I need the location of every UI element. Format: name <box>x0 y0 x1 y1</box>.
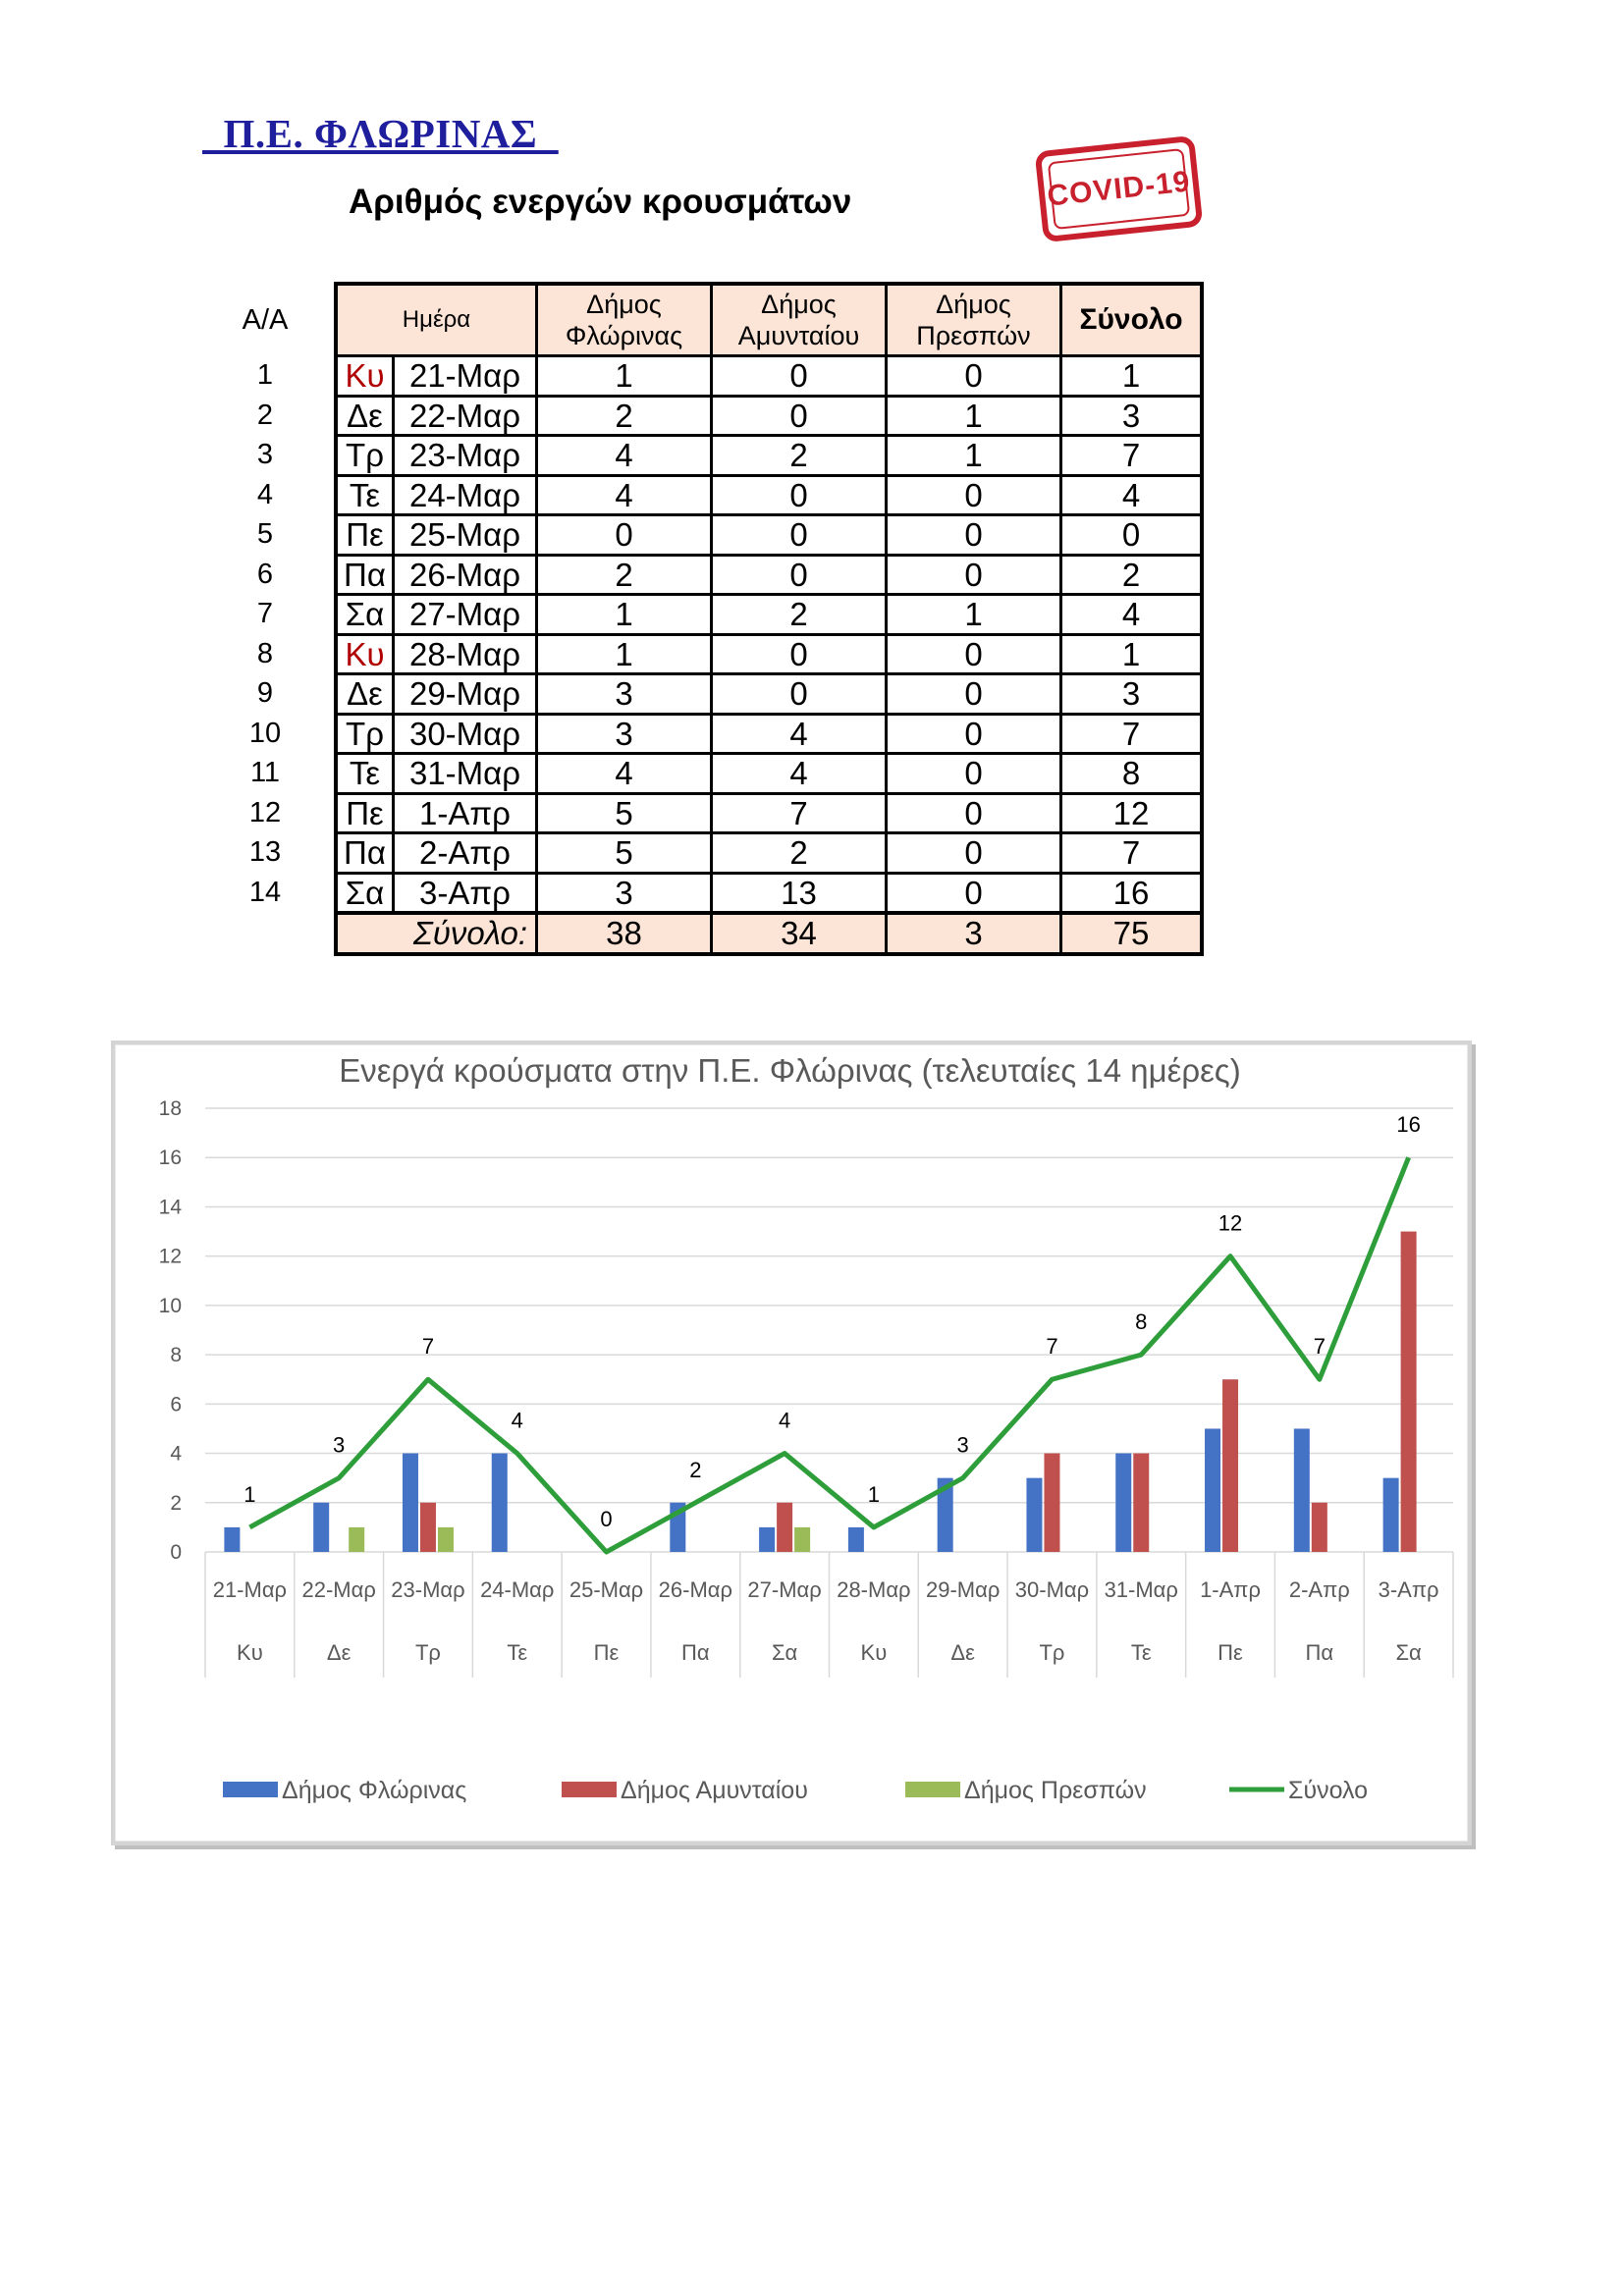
aa-header: Α/Α <box>242 304 289 336</box>
data-label: 0 <box>600 1507 613 1531</box>
total-cell: 1 <box>1061 356 1203 397</box>
amyntaio-cell: 2 <box>712 833 887 874</box>
col-header-amyntaio <box>712 284 887 356</box>
florina-cell: 3 <box>537 674 712 715</box>
prespes-cell: 0 <box>887 793 1061 833</box>
day-cell: Πα <box>336 833 394 874</box>
y-tick-label: 10 <box>158 1294 182 1317</box>
table-row <box>336 873 1202 913</box>
data-label: 12 <box>1218 1210 1243 1236</box>
day-cell: Σα <box>336 873 394 913</box>
col-header-florina-line2: Φλώρινας <box>565 321 683 350</box>
prespes-cell: 0 <box>887 515 1061 556</box>
y-tick-label: 6 <box>170 1393 182 1416</box>
y-tick-label: 2 <box>170 1491 182 1515</box>
x-tick-label: 23-Μαρ <box>391 1577 465 1602</box>
table-body <box>336 356 1202 914</box>
table-header-row <box>336 284 1202 356</box>
day-cell: Πα <box>336 555 394 595</box>
x-tick-label: 30-Μαρ <box>1014 1577 1090 1602</box>
total-cell: 7 <box>1061 833 1203 874</box>
footer-label: Σύνολο: <box>336 913 537 954</box>
x-tick-label: 28-Μαρ <box>837 1577 911 1602</box>
footer-florina: 38 <box>537 913 712 954</box>
aa-number: 3 <box>256 439 274 470</box>
florina-cell: 1 <box>537 634 712 674</box>
aa-column <box>236 285 295 912</box>
x-subcategory-label: Σα <box>1395 1640 1422 1665</box>
bar <box>349 1527 364 1552</box>
y-tick-label: 18 <box>158 1097 182 1120</box>
date-cell: 2-Απρ <box>394 833 537 874</box>
data-label: 3 <box>956 1432 969 1458</box>
data-label: 1 <box>867 1481 881 1507</box>
bar <box>1115 1454 1131 1552</box>
data-label: 7 <box>1046 1334 1058 1360</box>
legend-label: Σύνολο <box>1288 1777 1369 1804</box>
amyntaio-cell: 0 <box>712 475 887 515</box>
florina-cell: 3 <box>537 873 712 913</box>
x-subcategory-label: Τρ <box>1039 1640 1065 1665</box>
date-cell: 3-Απρ <box>394 873 537 913</box>
amyntaio-cell: 7 <box>712 793 887 833</box>
prespes-cell: 0 <box>887 674 1061 715</box>
x-tick-label: 26-Μαρ <box>658 1577 733 1602</box>
total-cell: 3 <box>1061 396 1203 436</box>
x-subcategory-label: Δε <box>950 1640 975 1665</box>
chart-title: Ενεργά κρούσματα στην Π.Ε. Φλώρινας (τελευταίες 14 ημέρες) <box>339 1052 1241 1089</box>
x-tick-label: 27-Μαρ <box>747 1577 822 1602</box>
bar <box>403 1454 418 1552</box>
legend-swatch <box>223 1782 278 1797</box>
total-cell: 12 <box>1061 793 1203 833</box>
x-subcategory-label: Τε <box>1130 1640 1152 1665</box>
x-tick-label: 1-Απρ <box>1200 1577 1262 1602</box>
x-subcategory-label: Τρ <box>414 1640 441 1665</box>
total-cell: 0 <box>1061 515 1203 556</box>
x-tick-label: 24-Μαρ <box>480 1577 555 1602</box>
bar <box>1294 1428 1310 1552</box>
col-header-prespes <box>887 284 1061 356</box>
aa-number: 12 <box>248 796 282 828</box>
date-cell: 1-Απρ <box>394 793 537 833</box>
date-cell: 29-Μαρ <box>394 674 537 715</box>
bar <box>1383 1478 1399 1552</box>
total-cell: 3 <box>1061 674 1203 715</box>
x-tick-label: 22-Μαρ <box>301 1577 376 1602</box>
date-cell: 27-Μαρ <box>394 595 537 635</box>
aa-number: 14 <box>248 876 282 908</box>
florina-cell: 2 <box>537 396 712 436</box>
amyntaio-cell: 4 <box>712 754 887 794</box>
table-row <box>336 475 1202 515</box>
day-cell: Δε <box>336 396 394 436</box>
bar <box>492 1454 508 1552</box>
col-header-amyntaio-line2: Αμυνταίου <box>737 321 860 350</box>
date-cell: 23-Μαρ <box>394 436 537 476</box>
day-cell: Δε <box>336 674 394 715</box>
legend-label: Δήμος Φλώρινας <box>282 1777 467 1804</box>
col-header-florina-line1: Δήμος <box>586 290 662 319</box>
florina-cell: 5 <box>537 833 712 874</box>
day-cell: Κυ <box>336 634 394 674</box>
aa-number: 2 <box>256 399 274 431</box>
col-header-day: Ημέρα <box>336 284 537 356</box>
florina-cell: 0 <box>537 515 712 556</box>
date-cell: 24-Μαρ <box>394 475 537 515</box>
table-row <box>336 714 1202 754</box>
bar <box>313 1503 329 1552</box>
table-row <box>336 515 1202 556</box>
day-cell: Τε <box>336 475 394 515</box>
florina-cell: 3 <box>537 714 712 754</box>
amyntaio-cell: 4 <box>712 714 887 754</box>
legend-label: Δήμος Αμυνταίου <box>621 1777 808 1804</box>
bar <box>1026 1478 1042 1552</box>
day-cell: Κυ <box>336 356 394 397</box>
x-subcategory-label: Σα <box>771 1640 798 1665</box>
data-label: 7 <box>1313 1334 1326 1360</box>
data-label: 7 <box>421 1334 435 1360</box>
day-cell: Πε <box>336 515 394 556</box>
bar <box>759 1527 775 1552</box>
day-cell: Τρ <box>336 436 394 476</box>
table-row <box>336 595 1202 635</box>
day-cell: Πε <box>336 793 394 833</box>
table-row <box>336 833 1202 874</box>
total-cell: 1 <box>1061 634 1203 674</box>
legend-label: Δήμος Πρεσπών <box>964 1777 1147 1804</box>
table-row <box>336 674 1202 715</box>
amyntaio-cell: 0 <box>712 634 887 674</box>
prespes-cell: 0 <box>887 833 1061 874</box>
data-label: 3 <box>333 1432 346 1458</box>
table-row <box>336 356 1202 397</box>
amyntaio-cell: 2 <box>712 595 887 635</box>
total-cell: 16 <box>1061 873 1203 913</box>
data-label: 4 <box>511 1408 523 1433</box>
total-cell: 2 <box>1061 555 1203 595</box>
prespes-cell: 1 <box>887 436 1061 476</box>
y-tick-label: 4 <box>170 1442 182 1466</box>
day-cell: Σα <box>336 595 394 635</box>
aa-number: 13 <box>248 836 282 868</box>
date-cell: 31-Μαρ <box>394 754 537 794</box>
bar <box>438 1527 454 1552</box>
bar <box>1133 1454 1149 1552</box>
total-cell: 7 <box>1061 436 1203 476</box>
aa-number: 6 <box>256 558 274 590</box>
total-cell: 4 <box>1061 475 1203 515</box>
prespes-cell: 0 <box>887 356 1061 397</box>
col-header-prespes-line1: Δήμος <box>936 290 1011 319</box>
x-subcategory-label: Πε <box>1218 1640 1243 1665</box>
aa-number: 8 <box>256 637 274 669</box>
day-cell: Τε <box>336 754 394 794</box>
legend-swatch <box>905 1782 960 1797</box>
florina-cell: 1 <box>537 595 712 635</box>
x-tick-label: 25-Μαρ <box>568 1577 644 1602</box>
footer-prespes: 3 <box>887 913 1061 954</box>
y-tick-label: 0 <box>170 1541 182 1564</box>
date-cell: 28-Μαρ <box>394 634 537 674</box>
data-label: 1 <box>244 1481 256 1507</box>
bar <box>848 1527 864 1552</box>
cases-table <box>334 282 1204 956</box>
x-tick-label: 31-Μαρ <box>1104 1577 1178 1602</box>
amyntaio-cell: 13 <box>712 873 887 913</box>
table-row <box>336 555 1202 595</box>
data-label: 16 <box>1396 1112 1421 1138</box>
aa-list <box>236 355 295 912</box>
amyntaio-cell: 0 <box>712 515 887 556</box>
florina-cell: 1 <box>537 356 712 397</box>
amyntaio-cell: 0 <box>712 396 887 436</box>
covid-stamp-logo <box>1035 135 1204 243</box>
col-header-prespes-line2: Πρεσπών <box>916 321 1031 350</box>
prespes-cell: 0 <box>887 873 1061 913</box>
col-header-amyntaio-line1: Δήμος <box>761 290 837 319</box>
x-subcategory-label: Κυ <box>860 1640 888 1665</box>
bar <box>1222 1379 1238 1552</box>
florina-cell: 4 <box>537 754 712 794</box>
total-cell: 7 <box>1061 714 1203 754</box>
document-subtitle: Αριθμός ενεργών κρουσμάτων <box>349 183 852 221</box>
col-header-florina <box>537 284 712 356</box>
table-row <box>336 436 1202 476</box>
y-tick-label: 8 <box>170 1344 182 1367</box>
date-cell: 22-Μαρ <box>394 396 537 436</box>
amyntaio-cell: 0 <box>712 555 887 595</box>
legend-swatch <box>562 1782 617 1797</box>
prespes-cell: 0 <box>887 634 1061 674</box>
table-row <box>336 634 1202 674</box>
date-cell: 25-Μαρ <box>394 515 537 556</box>
prespes-cell: 0 <box>887 555 1061 595</box>
aa-number: 9 <box>256 677 274 709</box>
aa-number: 1 <box>256 359 274 391</box>
bar <box>1401 1232 1417 1552</box>
prespes-cell: 0 <box>887 754 1061 794</box>
day-cell: Τρ <box>336 714 394 754</box>
bar <box>420 1503 436 1552</box>
y-tick-label: 16 <box>158 1147 182 1170</box>
bar <box>1044 1454 1059 1552</box>
bar <box>224 1527 240 1552</box>
bar <box>794 1527 810 1552</box>
x-subcategory-label: Πα <box>681 1640 710 1665</box>
florina-cell: 5 <box>537 793 712 833</box>
aa-number: 7 <box>256 598 274 629</box>
cases-chart <box>115 1044 1470 1843</box>
y-tick-label: 14 <box>158 1196 182 1219</box>
date-cell: 26-Μαρ <box>394 555 537 595</box>
florina-cell: 4 <box>537 475 712 515</box>
x-subcategory-label: Δε <box>326 1640 352 1665</box>
x-subcategory-label: Τε <box>507 1640 528 1665</box>
x-subcategory-label: Κυ <box>237 1640 263 1665</box>
y-tick-label: 12 <box>158 1245 182 1268</box>
prespes-cell: 1 <box>887 595 1061 635</box>
aa-number: 5 <box>256 518 274 550</box>
aa-number: 10 <box>248 717 282 749</box>
prespes-cell: 0 <box>887 714 1061 754</box>
total-cell: 4 <box>1061 595 1203 635</box>
x-subcategory-label: Πε <box>593 1640 620 1665</box>
florina-cell: 4 <box>537 436 712 476</box>
bar <box>1312 1503 1327 1552</box>
stamp-text: COVID-19 <box>1045 164 1192 213</box>
x-subcategory-label: Πα <box>1305 1640 1334 1665</box>
table-row <box>336 754 1202 794</box>
region-title: Π.Ε. ΦΛΩΡΙΝΑΣ <box>202 111 559 156</box>
prespes-cell: 1 <box>887 396 1061 436</box>
amyntaio-cell: 2 <box>712 436 887 476</box>
bar <box>1205 1428 1220 1552</box>
data-label: 8 <box>1135 1309 1148 1335</box>
aa-number: 4 <box>256 478 274 510</box>
x-tick-label: 29-Μαρ <box>925 1577 1001 1602</box>
table-row <box>336 396 1202 436</box>
footer-amyntaio: 34 <box>712 913 887 954</box>
bar <box>777 1503 792 1552</box>
florina-cell: 2 <box>537 555 712 595</box>
amyntaio-cell: 0 <box>712 674 887 715</box>
x-tick-label: 2-Απρ <box>1288 1577 1350 1602</box>
x-tick-label: 21-Μαρ <box>212 1577 288 1602</box>
col-header-total: Σύνολο <box>1061 284 1203 356</box>
amyntaio-cell: 0 <box>712 356 887 397</box>
prespes-cell: 0 <box>887 475 1061 515</box>
footer-total: 75 <box>1061 913 1203 954</box>
total-cell: 8 <box>1061 754 1203 794</box>
x-tick-label: 3-Απρ <box>1378 1577 1439 1602</box>
data-label: 2 <box>689 1457 702 1482</box>
data-label: 4 <box>778 1408 791 1433</box>
table-row <box>336 793 1202 833</box>
chart-panel <box>111 1041 1472 1845</box>
date-cell: 30-Μαρ <box>394 714 537 754</box>
table-footer-row <box>336 913 1202 954</box>
date-cell: 21-Μαρ <box>394 356 537 397</box>
aa-number: 11 <box>249 757 281 788</box>
